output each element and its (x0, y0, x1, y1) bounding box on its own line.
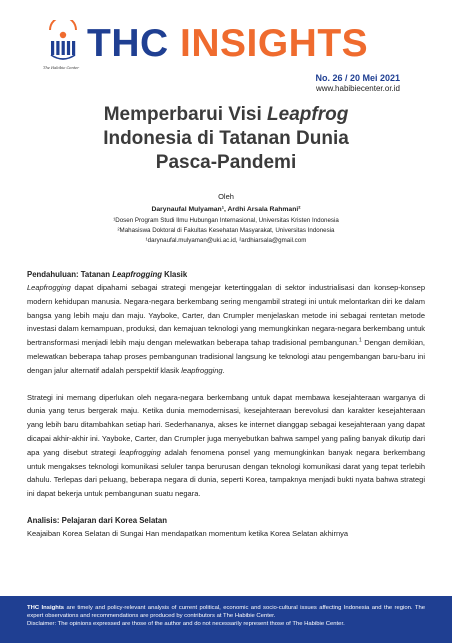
header (0, 0, 452, 100)
habibie-center-logo-icon (48, 20, 78, 64)
title-line-2: Indonesia di Tatanan Dunia (103, 128, 349, 149)
paragraph-intro-1: Leapfrogging dapat dipahami sebagai strategi mengejar ketertinggalan di sektor industrialisasi dan konsep-konsep modern kehidupan manusia. Negara-negara berkembang sering mengambil strategi ini untuk melontarkan diri ke dalam bangsa yang lebih maju dan maju. Yayboke, Carter, dan Crumpler menjelaskan metode ini sebagai rentetan metode investasi dalam kemampuan, produksi, dan kemajuan teknologi yang memungkinkan negara-negara berkembang untuk bertransformasi menjadi lebih maju dengan melewatkan beberapa tahap tradisional pembangunan.$^1$ Dengan demikian, melewatkan beberapa tahap proses pembangunan tradisional langsung ke teknologi atau pengembangan baru-baru ini dengan jalur alternatif adalah perspektif klasik leapfrogging. (27, 283, 425, 375)
footer-disclaimer-text: Disclaimer: The opinions expressed are those of the author and do not necessarily represent those of The Habibie Center. (27, 621, 345, 627)
article-body (27, 268, 425, 554)
title-emphasis: Leapfrog (267, 104, 349, 125)
title-line-3: Pasca-Pandemi (155, 152, 297, 173)
brand-insights: INSIGHTS (180, 22, 369, 65)
section-heading-intro: Pendahuluan: Tatanan Leapfrogging Klasik (27, 270, 188, 279)
brand-title (87, 24, 368, 63)
affiliation-2: ²Mahasiswa Doktoral di Fakultas Kesehatan Masyarakat, Universitas Indonesia (117, 227, 335, 234)
issue-number: No. 26 / 20 Mei 2021 (315, 73, 400, 83)
website-link[interactable]: www.habibiecenter.or.id (315, 84, 400, 93)
byline-oleh: Oleh (218, 192, 234, 201)
author-emails: ¹darynaufal.mulyaman@uki.ac.id, ²ardhiarsala@gmail.com (145, 237, 307, 244)
page-title (60, 103, 392, 175)
authors: Darynaufal Mulyaman¹, Ardhi Arsala Rahmani² (151, 206, 301, 213)
affiliation-1: ¹Dosen Program Studi Ilmu Hubungan Internasional, Universitas Kristen Indonesia (113, 217, 339, 224)
footnote-ref[interactable]: 1 (359, 337, 362, 344)
footer-disclaimer (0, 596, 452, 643)
section-heading-analysis: Analisis: Pelajaran dari Korea Selatan (27, 515, 167, 525)
brand-thc: THC (87, 22, 169, 65)
title-line-1: Memperbarui Visi Leapfrog (103, 104, 349, 125)
byline (40, 192, 412, 246)
paragraph-intro-2: Strategi ini memang diperlukan oleh negara-negara berkembang untuk dapat membawa kesejahteraan warganya di dunia yang terus bergerak maju. Ketika dunia memodernisasi, kesejahteraan berevolusi dan karakter kesejahteraan yang lebih baru ditambahkan setiap hari. Sederhananya, akses ke internet dianggap sebagai kesejahteraan yang dapat dicapai akhir-akhir ini. Yayboke, Carter, dan Crumpler juga menyebutkan bahwa sampel yang paling banyak dikutip dari apa yang disebut strategi leapfrogging adalah fenomena ponsel yang memungkinkan banyak negara berkembang untuk mengakses teknologi komunikasi seluler tanpa berurusan dengan teknologi komunikasi darat yang tepat terlebih dahulu. Terlepas dari peluang, beberapa negara di dunia, seperti Korea, tampaknya menjadi bukti nyata bahwa strategi ini dapat bekerja untuk pembangunan suatu negara. (27, 392, 425, 499)
logo-caption: The Habibie Center (43, 66, 79, 70)
footer-about: THC Insights are timely and policy-relevant analysis of current political, economic and socio-cultural issues affecting Indonesia and the region. The expert observations and recommendations are produced by contributors at The Habibie Center. (27, 605, 425, 619)
paragraph-analysis-1: Keajaiban Korea Selatan di Sungai Han mendapatkan momentum ketika Korea Selatan akhirnya (27, 528, 349, 538)
